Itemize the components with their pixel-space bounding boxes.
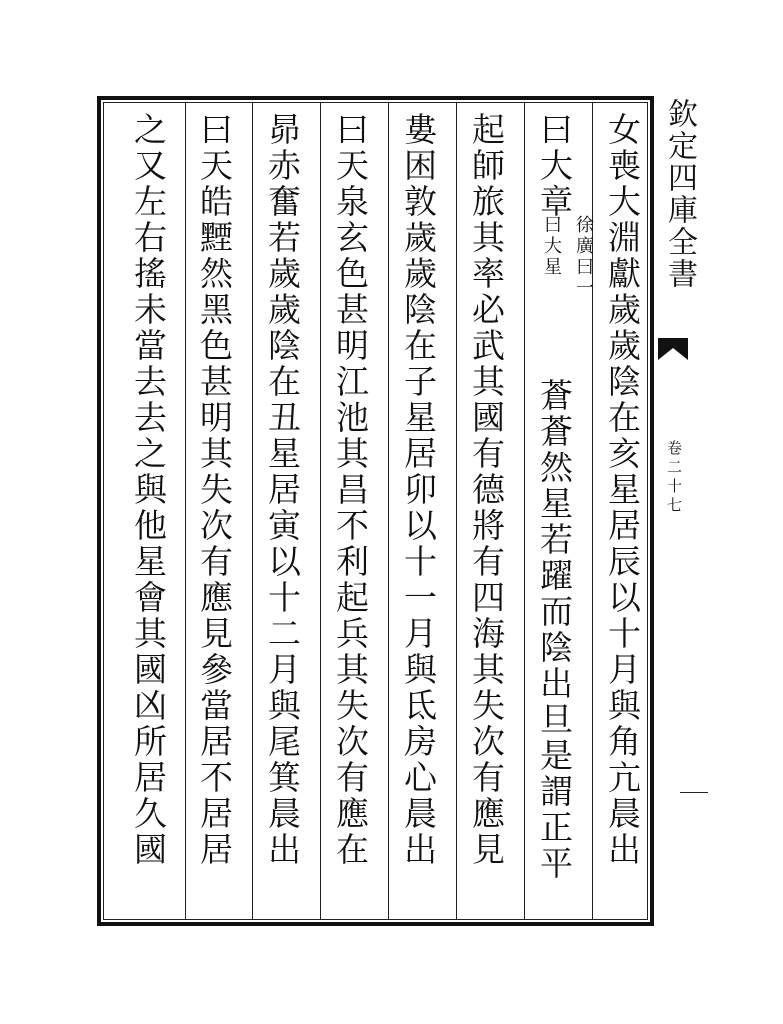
text-column-3: 起師旅其率必武其國有德將有四海其失次有應見 xyxy=(467,112,506,868)
text-column-4: 婁困敦歲歲陰在子星居卯以十一月與氐房心晨出 xyxy=(399,112,438,868)
column-divider xyxy=(185,102,186,920)
text-column-1: 女喪大淵獻歲歲陰在亥星居辰以十月與角亢晨出 xyxy=(603,112,642,868)
column-divider xyxy=(388,102,389,920)
text-column-7: 曰天皓黫然黑色甚明其失次有應見參當居不居居 xyxy=(195,112,234,868)
text-column-8: 之又左右搖未當去去之與他星會其國凶所居久國 xyxy=(129,112,168,868)
column-divider xyxy=(320,102,321,920)
column-divider xyxy=(252,102,253,920)
book-title: 欽定四庫全書 xyxy=(662,98,697,290)
text-column-2-tail: 蒼蒼然星若躍而陰出旦是謂正平 xyxy=(535,378,574,882)
fish-tail-icon xyxy=(658,338,688,360)
note-line-1: 徐廣曰一 xyxy=(573,215,594,299)
column-divider xyxy=(524,102,525,920)
chapter-label: 卷二十七 xyxy=(665,440,683,516)
note-line-2: 曰大星 xyxy=(541,215,562,278)
column-divider xyxy=(456,102,457,920)
commentary-note xyxy=(538,215,596,299)
text-column-6: 昴赤奮若歲歲陰在丑星居寅以十二月與尾箕晨出 xyxy=(263,112,302,868)
text-column-2-head: 曰大章 xyxy=(535,112,574,220)
text-column-5: 曰天泉玄色甚明江池其昌不利起兵其失次有應在 xyxy=(331,112,370,868)
margin-rule xyxy=(680,792,708,793)
